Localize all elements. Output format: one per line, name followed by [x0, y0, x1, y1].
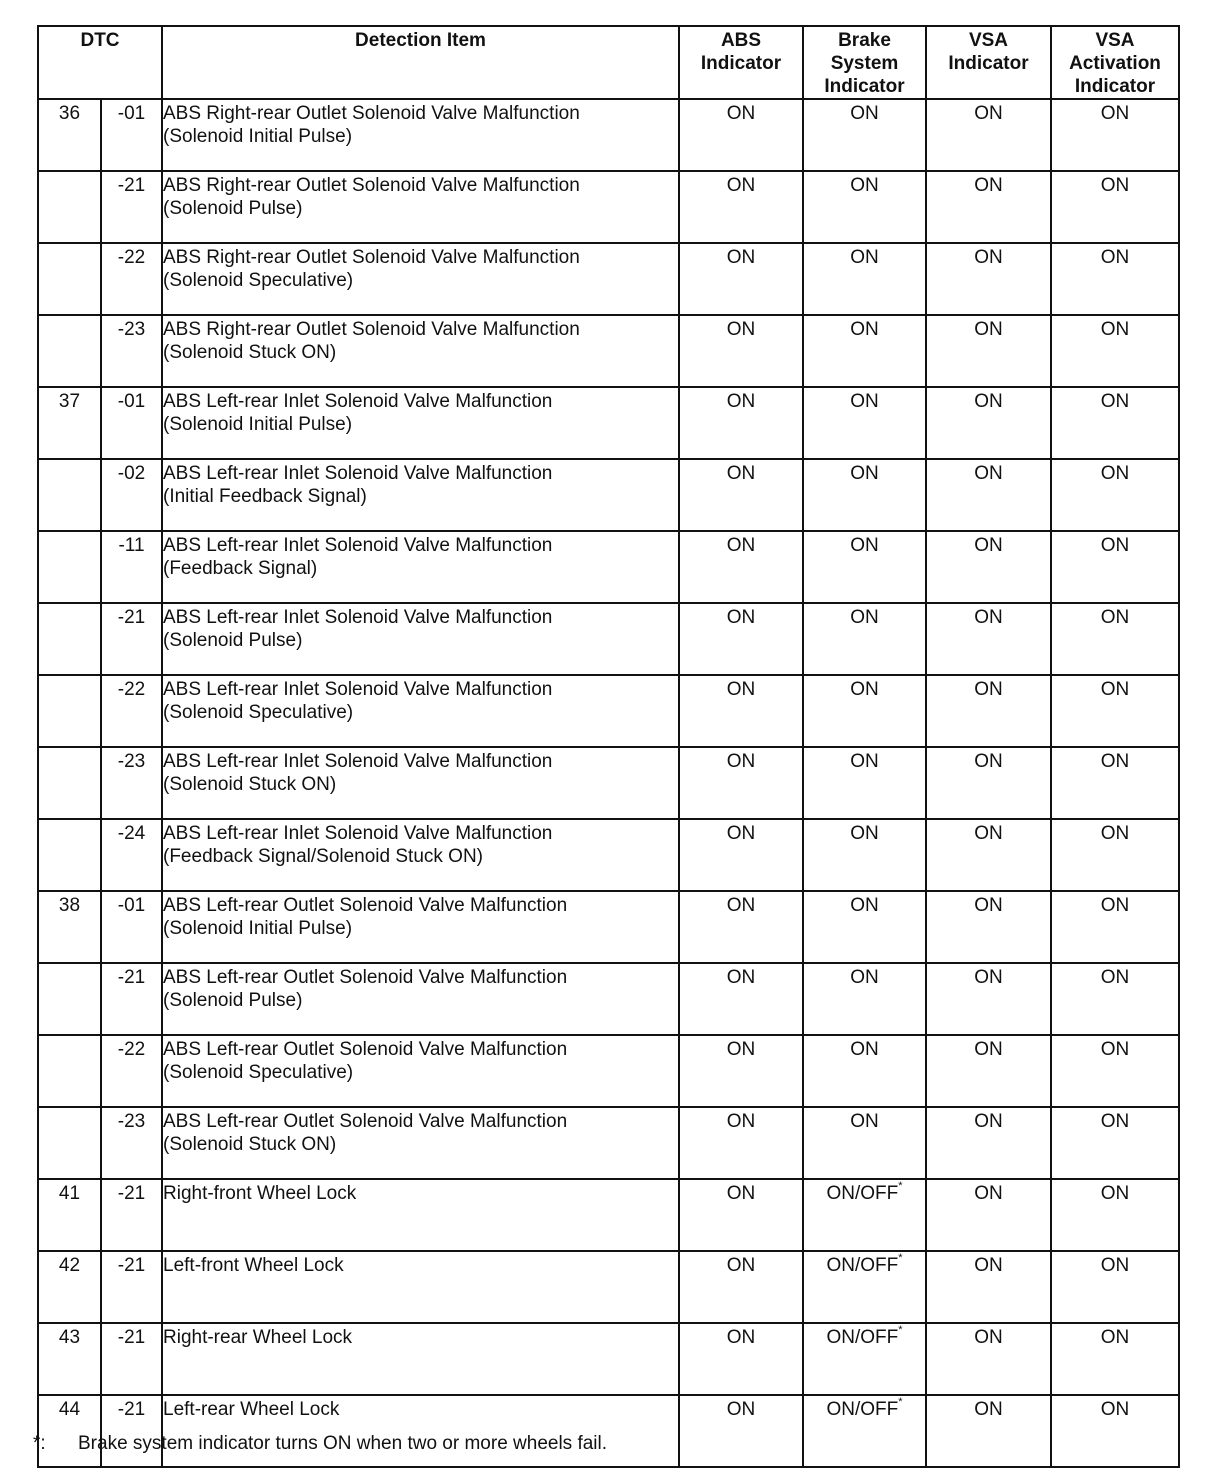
dtc-subcode-cell: -01 [101, 99, 162, 171]
brake-system-indicator-cell [803, 1179, 926, 1251]
vsa-activation-indicator-cell: ON [1051, 1179, 1179, 1251]
vsa-activation-indicator-cell: ON [1051, 891, 1179, 963]
vsa-indicator-cell: ON [926, 531, 1051, 603]
vsa-indicator-cell: ON [926, 1251, 1051, 1323]
header-row [38, 26, 1179, 99]
detection-item-line: ABS Left-rear Outlet Solenoid Valve Malfunction [163, 1039, 568, 1060]
dtc-subcode-cell: -21 [101, 963, 162, 1035]
detection-item-cell [162, 1107, 679, 1179]
footnote-text: Brake system indicator turns ON when two or more wheels fail. [78, 1433, 608, 1454]
brake-system-indicator-value: ON/OFF [826, 1255, 899, 1276]
table-row [38, 531, 1179, 603]
footnote-reference: * [898, 1396, 903, 1408]
detection-item-line: ABS Left-rear Inlet Solenoid Valve Malfunction [163, 751, 553, 772]
dtc-code-cell [38, 603, 101, 675]
detection-item-line: ABS Left-rear Inlet Solenoid Valve Malfunction [163, 391, 553, 412]
vsa-activation-indicator-cell: ON [1051, 747, 1179, 819]
vsa-indicator-cell: ON [926, 387, 1051, 459]
detection-item-line: (Solenoid Stuck ON) [163, 774, 337, 795]
detection-item-line: ABS Left-rear Inlet Solenoid Valve Malfunction [163, 823, 553, 844]
abs-indicator-cell: ON [679, 459, 803, 531]
vsa-activation-indicator-cell: ON [1051, 1107, 1179, 1179]
detection-item-line: ABS Left-rear Outlet Solenoid Valve Malfunction [163, 895, 568, 916]
vsa-indicator-cell: ON [926, 891, 1051, 963]
abs-indicator-cell: ON [679, 99, 803, 171]
vsa-activation-indicator-cell: ON [1051, 819, 1179, 891]
detection-item-line: ABS Left-rear Outlet Solenoid Valve Malfunction [163, 1111, 568, 1132]
vsa-indicator-cell: ON [926, 1323, 1051, 1395]
dtc-code-cell [38, 171, 101, 243]
vsa-indicator-cell: ON [926, 1395, 1051, 1467]
brake-system-indicator-value: ON [850, 391, 879, 412]
abs-indicator-cell: ON [679, 963, 803, 1035]
table-row [38, 819, 1179, 891]
abs-indicator-cell: ON [679, 387, 803, 459]
vsa-activation-indicator-cell: ON [1051, 99, 1179, 171]
dtc-code-cell [38, 459, 101, 531]
dtc-code-cell [38, 315, 101, 387]
footnote-mark: *: [33, 1433, 46, 1454]
brake-system-indicator-value: ON [850, 247, 879, 268]
brake-system-indicator-cell [803, 1323, 926, 1395]
abs-indicator-cell: ON [679, 747, 803, 819]
detection-item-line: (Initial Feedback Signal) [163, 486, 367, 507]
brake-system-indicator-value: ON [850, 535, 879, 556]
detection-item-line: ABS Right-rear Outlet Solenoid Valve Malfunction [163, 319, 580, 340]
vsa-indicator-cell: ON [926, 459, 1051, 531]
dtc-code-cell [38, 819, 101, 891]
abs-indicator-cell: ON [679, 1179, 803, 1251]
table-row [38, 1395, 1179, 1467]
detection-item-cell [162, 315, 679, 387]
abs-indicator-cell: ON [679, 1395, 803, 1467]
table-row [38, 675, 1179, 747]
brake-system-indicator-cell [803, 891, 926, 963]
abs-indicator-cell: ON [679, 819, 803, 891]
abs-indicator-cell: ON [679, 603, 803, 675]
vsa-indicator-cell: ON [926, 747, 1051, 819]
detection-item-line: Left-front Wheel Lock [163, 1255, 344, 1276]
brake-system-indicator-cell [803, 1251, 926, 1323]
detection-item-line: ABS Left-rear Inlet Solenoid Valve Malfunction [163, 463, 553, 484]
table-body [38, 99, 1179, 1467]
abs-indicator-cell: ON [679, 1251, 803, 1323]
abs-indicator-cell: ON [679, 1035, 803, 1107]
detection-item-line: ABS Right-rear Outlet Solenoid Valve Malfunction [163, 175, 580, 196]
vsa-indicator-cell: ON [926, 603, 1051, 675]
vsa-activation-indicator-cell: ON [1051, 315, 1179, 387]
vsa-activation-indicator-cell: ON [1051, 963, 1179, 1035]
vsa-indicator-cell: ON [926, 1035, 1051, 1107]
detection-item-cell [162, 891, 679, 963]
vsa-activation-indicator-cell: ON [1051, 675, 1179, 747]
header-vsa-activation-indicator: VSA Activation Indicator [1051, 26, 1179, 99]
detection-item-cell [162, 459, 679, 531]
detection-item-line: Right-front Wheel Lock [163, 1183, 357, 1204]
detection-item-line: ABS Left-rear Inlet Solenoid Valve Malfunction [163, 607, 553, 628]
detection-item-line: (Solenoid Initial Pulse) [163, 126, 353, 147]
dtc-subcode-cell: -23 [101, 315, 162, 387]
brake-system-indicator-value: ON [850, 967, 879, 988]
table-row [38, 603, 1179, 675]
brake-system-indicator-cell [803, 243, 926, 315]
detection-item-line: (Solenoid Speculative) [163, 270, 354, 291]
dtc-code-cell: 41 [38, 1179, 101, 1251]
dtc-subcode-cell: -21 [101, 1395, 162, 1467]
brake-system-indicator-cell [803, 747, 926, 819]
brake-system-indicator-value: ON [850, 1039, 879, 1060]
dtc-table [37, 25, 1180, 1468]
brake-system-indicator-cell [803, 459, 926, 531]
detection-item-line: (Solenoid Speculative) [163, 702, 354, 723]
brake-system-indicator-value: ON/OFF [826, 1327, 899, 1348]
vsa-indicator-cell: ON [926, 99, 1051, 171]
brake-system-indicator-cell [803, 963, 926, 1035]
brake-system-indicator-value: ON [850, 895, 879, 916]
brake-system-indicator-value: ON/OFF [826, 1183, 899, 1204]
detection-item-line: (Feedback Signal/Solenoid Stuck ON) [163, 846, 483, 867]
footnote-reference: * [898, 1180, 903, 1192]
footnote-reference: * [898, 1324, 903, 1336]
dtc-subcode-cell: -02 [101, 459, 162, 531]
vsa-indicator-cell: ON [926, 819, 1051, 891]
detection-item-cell [162, 1323, 679, 1395]
dtc-subcode-cell: -21 [101, 1179, 162, 1251]
header-detection-item: Detection Item [162, 26, 679, 99]
brake-system-indicator-cell [803, 603, 926, 675]
abs-indicator-cell: ON [679, 243, 803, 315]
table-row [38, 891, 1179, 963]
detection-item-line: (Solenoid Stuck ON) [163, 342, 337, 363]
table-row [38, 387, 1179, 459]
vsa-activation-indicator-cell: ON [1051, 1251, 1179, 1323]
detection-item-line: (Solenoid Stuck ON) [163, 1134, 337, 1155]
abs-indicator-cell: ON [679, 675, 803, 747]
dtc-code-cell [38, 747, 101, 819]
detection-item-line: (Solenoid Pulse) [163, 198, 303, 219]
brake-system-indicator-cell [803, 1035, 926, 1107]
brake-system-indicator-value: ON/OFF [826, 1399, 899, 1420]
detection-item-cell [162, 819, 679, 891]
detection-item-line: (Feedback Signal) [163, 558, 318, 579]
table-row [38, 1107, 1179, 1179]
detection-item-line: ABS Left-rear Inlet Solenoid Valve Malfunction [163, 679, 553, 700]
table-row [38, 747, 1179, 819]
detection-item-cell [162, 603, 679, 675]
abs-indicator-cell: ON [679, 891, 803, 963]
dtc-code-cell [38, 675, 101, 747]
dtc-subcode-cell: -21 [101, 603, 162, 675]
table-row [38, 459, 1179, 531]
detection-item-line: (Solenoid Pulse) [163, 630, 303, 651]
table-row [38, 243, 1179, 315]
detection-item-line: (Solenoid Pulse) [163, 990, 303, 1011]
vsa-indicator-cell: ON [926, 1179, 1051, 1251]
dtc-subcode-cell: -11 [101, 531, 162, 603]
dtc-code-cell [38, 1035, 101, 1107]
dtc-subcode-cell: -24 [101, 819, 162, 891]
dtc-subcode-cell: -22 [101, 1035, 162, 1107]
header-vsa-indicator: VSA Indicator [926, 26, 1051, 99]
brake-system-indicator-value: ON [850, 175, 879, 196]
vsa-indicator-cell: ON [926, 243, 1051, 315]
detection-item-cell [162, 963, 679, 1035]
dtc-code-cell: 36 [38, 99, 101, 171]
dtc-code-cell [38, 963, 101, 1035]
table-row [38, 315, 1179, 387]
dtc-code-cell: 38 [38, 891, 101, 963]
brake-system-indicator-value: ON [850, 679, 879, 700]
dtc-subcode-cell: -22 [101, 675, 162, 747]
dtc-subcode-cell: -23 [101, 1107, 162, 1179]
brake-system-indicator-cell [803, 99, 926, 171]
brake-system-indicator-cell [803, 675, 926, 747]
detection-item-line: (Solenoid Initial Pulse) [163, 414, 353, 435]
brake-system-indicator-value: ON [850, 463, 879, 484]
vsa-activation-indicator-cell: ON [1051, 171, 1179, 243]
brake-system-indicator-cell [803, 387, 926, 459]
brake-system-indicator-cell [803, 819, 926, 891]
brake-system-indicator-value: ON [850, 1111, 879, 1132]
detection-item-line: (Solenoid Initial Pulse) [163, 918, 353, 939]
vsa-indicator-cell: ON [926, 315, 1051, 387]
table-row [38, 1035, 1179, 1107]
vsa-indicator-cell: ON [926, 963, 1051, 1035]
abs-indicator-cell: ON [679, 531, 803, 603]
dtc-subcode-cell: -21 [101, 1251, 162, 1323]
abs-indicator-cell: ON [679, 1107, 803, 1179]
vsa-activation-indicator-cell: ON [1051, 1395, 1179, 1467]
table-row [38, 1179, 1179, 1251]
header-brake-system-indicator: Brake System Indicator [803, 26, 926, 99]
detection-item-cell [162, 1035, 679, 1107]
detection-item-line: ABS Left-rear Inlet Solenoid Valve Malfunction [163, 535, 553, 556]
table-row [38, 1323, 1179, 1395]
table-row [38, 963, 1179, 1035]
brake-system-indicator-value: ON [850, 823, 879, 844]
dtc-subcode-cell: -21 [101, 1323, 162, 1395]
dtc-subcode-cell: -01 [101, 891, 162, 963]
abs-indicator-cell: ON [679, 1323, 803, 1395]
dtc-subcode-cell: -01 [101, 387, 162, 459]
header-abs-indicator: ABS Indicator [679, 26, 803, 99]
dtc-code-cell [38, 243, 101, 315]
vsa-indicator-cell: ON [926, 1107, 1051, 1179]
detection-item-cell [162, 675, 679, 747]
dtc-code-cell [38, 1107, 101, 1179]
detection-item-line: Left-rear Wheel Lock [163, 1399, 340, 1420]
detection-item-cell [162, 243, 679, 315]
table-row [38, 171, 1179, 243]
vsa-activation-indicator-cell: ON [1051, 387, 1179, 459]
dtc-subcode-cell: -21 [101, 171, 162, 243]
header-dtc: DTC [38, 26, 162, 99]
dtc-subcode-cell: -22 [101, 243, 162, 315]
detection-item-cell [162, 1395, 679, 1467]
vsa-activation-indicator-cell: ON [1051, 459, 1179, 531]
abs-indicator-cell: ON [679, 315, 803, 387]
detection-item-cell [162, 99, 679, 171]
brake-system-indicator-cell [803, 171, 926, 243]
brake-system-indicator-value: ON [850, 751, 879, 772]
detection-item-line: Right-rear Wheel Lock [163, 1327, 353, 1348]
footnote-reference: * [898, 1252, 903, 1264]
detection-item-cell [162, 1251, 679, 1323]
brake-system-indicator-value: ON [850, 103, 879, 124]
detection-item-line: ABS Right-rear Outlet Solenoid Valve Malfunction [163, 103, 580, 124]
detection-item-cell [162, 387, 679, 459]
vsa-indicator-cell: ON [926, 171, 1051, 243]
vsa-activation-indicator-cell: ON [1051, 243, 1179, 315]
vsa-indicator-cell: ON [926, 675, 1051, 747]
brake-system-indicator-cell [803, 1107, 926, 1179]
brake-system-indicator-value: ON [850, 607, 879, 628]
vsa-activation-indicator-cell: ON [1051, 531, 1179, 603]
brake-system-indicator-cell [803, 315, 926, 387]
detection-item-line: (Solenoid Speculative) [163, 1062, 354, 1083]
dtc-code-cell: 42 [38, 1251, 101, 1323]
detection-item-cell [162, 171, 679, 243]
detection-item-cell [162, 531, 679, 603]
table-row [38, 99, 1179, 171]
dtc-code-cell: 44 [38, 1395, 101, 1467]
vsa-activation-indicator-cell: ON [1051, 1035, 1179, 1107]
vsa-activation-indicator-cell: ON [1051, 1323, 1179, 1395]
table-row [38, 1251, 1179, 1323]
vsa-activation-indicator-cell: ON [1051, 603, 1179, 675]
footnote [33, 1433, 607, 1455]
detection-item-cell [162, 1179, 679, 1251]
dtc-code-cell: 37 [38, 387, 101, 459]
dtc-subcode-cell: -23 [101, 747, 162, 819]
brake-system-indicator-cell [803, 531, 926, 603]
detection-item-line: ABS Left-rear Outlet Solenoid Valve Malfunction [163, 967, 568, 988]
brake-system-indicator-value: ON [850, 319, 879, 340]
dtc-code-cell [38, 531, 101, 603]
detection-item-cell [162, 747, 679, 819]
detection-item-line: ABS Right-rear Outlet Solenoid Valve Malfunction [163, 247, 580, 268]
abs-indicator-cell: ON [679, 171, 803, 243]
brake-system-indicator-cell [803, 1395, 926, 1467]
dtc-code-cell: 43 [38, 1323, 101, 1395]
